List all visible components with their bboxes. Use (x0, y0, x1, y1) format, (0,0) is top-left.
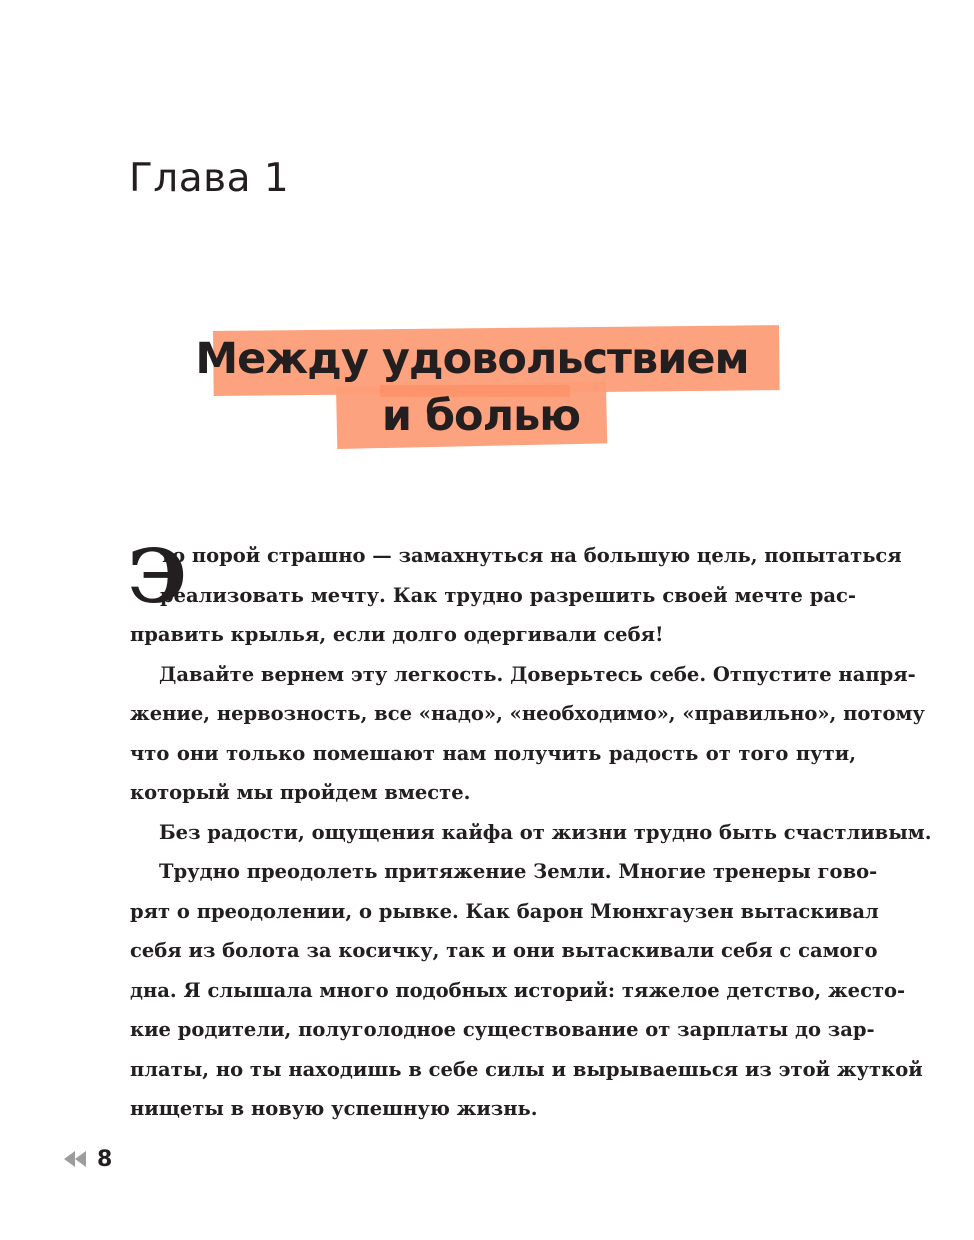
text-line: то порой страшно — замахнуться на большую цель, попытаться (160, 544, 902, 567)
drop-cap: Э (128, 534, 187, 620)
text-line: жение, нервозность, все «надо», «необходимо», «правильно», потому (130, 702, 925, 725)
text-line: Трудно преодолеть притяжение Земли. Многие тренеры гово- (159, 860, 878, 883)
chapter-title-line-2: и болью (381, 391, 581, 441)
page-folio (64, 1144, 112, 1174)
text-line: править крылья, если долго одергивали себя! (130, 623, 664, 646)
chapter-title-line-1: Между удовольствием (195, 334, 749, 384)
text-line: себя из болота за косичку, так и они вытаскивали себя с самого (130, 939, 878, 962)
body-text (128, 534, 932, 1129)
text-line: Без радости, ощущения кайфа от жизни трудно быть счастливым. (159, 820, 932, 844)
text-line: который мы пройдем вместе. (130, 781, 471, 804)
text-line: Давайте вернем эту легкость. Доверьтесь себе. Отпустите напря- (159, 662, 916, 686)
text-line: нищеты в новую успешную жизнь. (130, 1097, 538, 1120)
double-chevron-left-icon (64, 1151, 86, 1167)
text-line: рят о преодолении, о рывке. Как барон Мюнхгаузен вытаскивал (130, 899, 879, 923)
text-line: дна. Я слышала много подобных историй: тяжелое детство, жесто- (130, 978, 906, 1002)
text-line: что они только помешают нам получить радость от того пути, (130, 741, 856, 765)
chapter-label: Глава 1 (129, 156, 290, 201)
text-line: платы, но ты находишь в себе силы и вырываешься из этой жуткой (130, 1057, 923, 1081)
page-number: 8 (97, 1146, 113, 1172)
text-line: кие родители, полуголодное существование от зарплаты до зар- (130, 1018, 875, 1041)
text-line: реализовать мечту. Как трудно разрешить своей мечте рас- (160, 583, 856, 607)
chapter-title-block (0, 0, 974, 480)
